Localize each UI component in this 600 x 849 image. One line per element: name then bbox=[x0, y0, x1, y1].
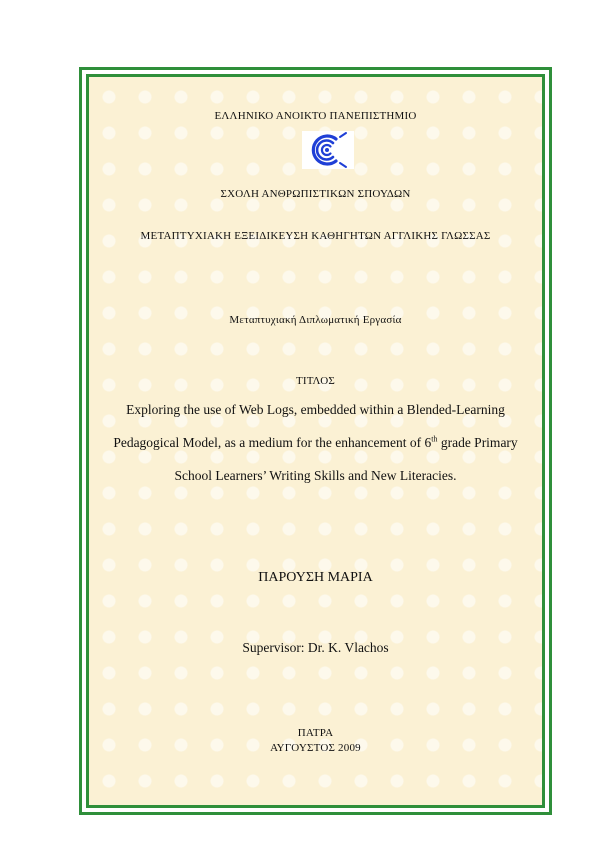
page-border-inner bbox=[86, 74, 545, 808]
title-line-2 bbox=[89, 435, 542, 451]
date: ΑΥΓΟΥΣΤΟΣ 2009 bbox=[270, 742, 361, 754]
document-type: Μεταπτυχιακή Διπλωματική Εργασία bbox=[229, 314, 402, 326]
program-name: ΜΕΤΑΠΤΥΧΙΑΚΗ ΕΞΕΙΔΙΚΕΥΣΗ ΚΑΘΗΓΗΤΩΝ ΑΓΓΛΙΚΗΣ ΓΛΩΣΣΑΣ bbox=[140, 230, 491, 242]
title-label: ΤΙΤΛΟΣ bbox=[296, 375, 335, 387]
ordinal-superscript: th bbox=[431, 434, 438, 444]
author-name: ΠΑΡΟΥΣΗ ΜΑΡΙΑ bbox=[258, 570, 373, 585]
university-logo-icon bbox=[302, 131, 354, 169]
title-line-3: School Learners’ Writing Skills and New Literacies. bbox=[174, 468, 457, 483]
place: ΠΑΤΡΑ bbox=[297, 727, 334, 739]
page-border-outer bbox=[79, 67, 552, 815]
school-name: ΣΧΟΛΗ ΑΝΘΡΩΠΙΣΤΙΚΩΝ ΣΠΟΥΔΩΝ bbox=[220, 188, 411, 200]
title-line-2-tail: grade Primary bbox=[437, 435, 518, 450]
title-line-1: Exploring the use of Web Logs, embedded within a Blended-Learning bbox=[126, 402, 505, 417]
title-line-2-text: Pedagogical Model, as a medium for the enhancement of 6 bbox=[113, 435, 432, 450]
supervisor: Supervisor: Dr. K. Vlachos bbox=[242, 640, 389, 655]
university-name: ΕΛΛΗΝΙΚΟ ΑΝΟΙΚΤΟ ΠΑΝΕΠΙΣΤΗΜΙΟ bbox=[214, 110, 417, 122]
